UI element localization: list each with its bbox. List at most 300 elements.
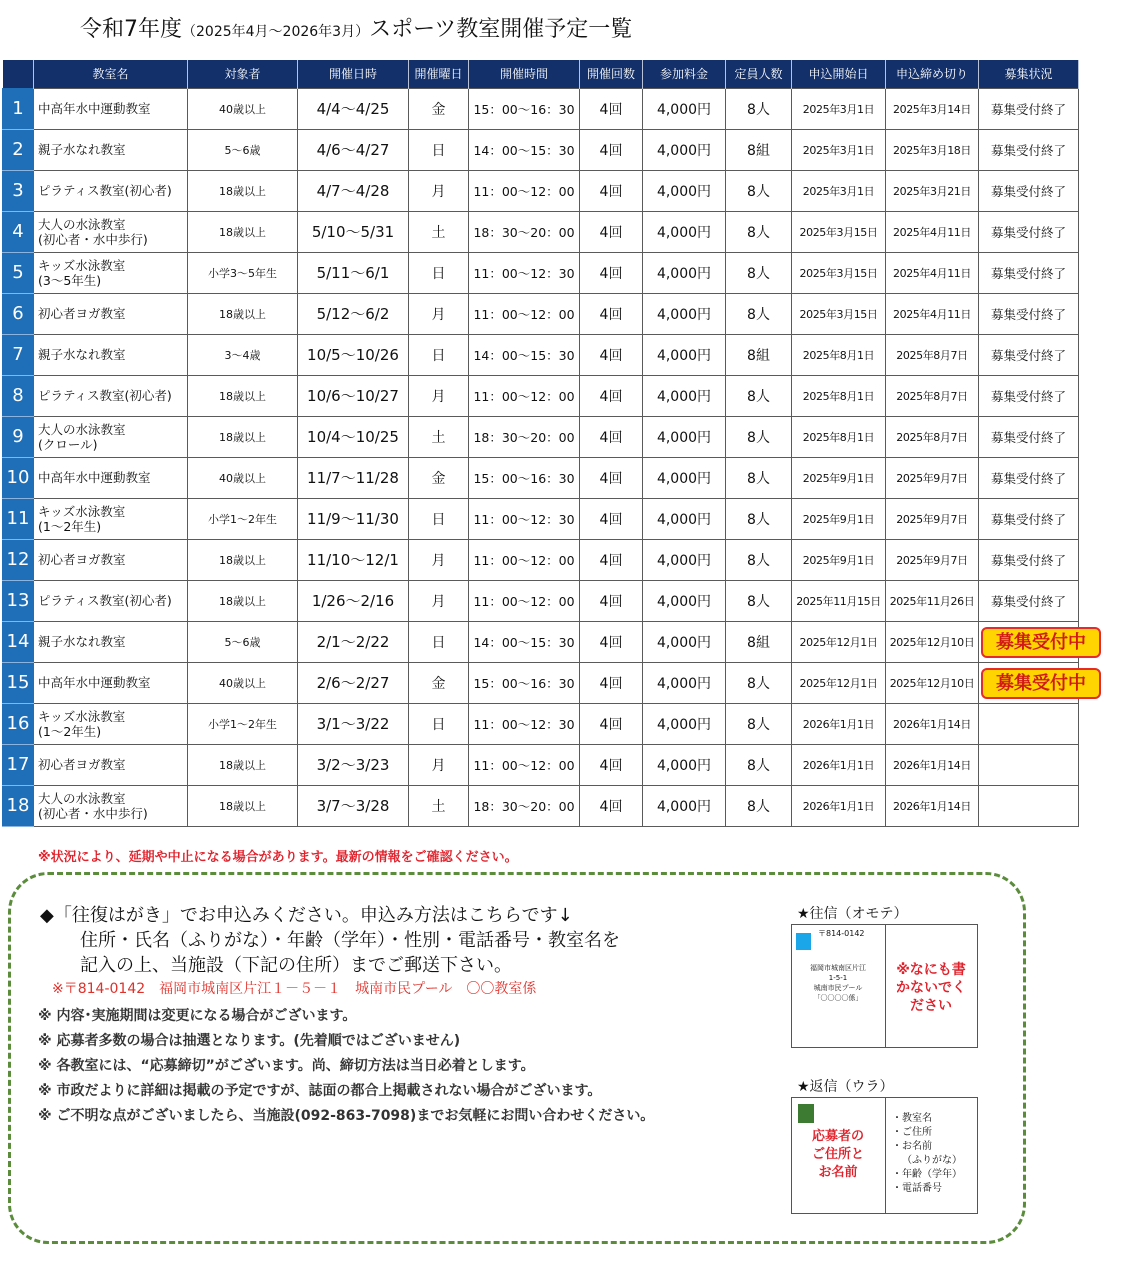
class-name-line: 大人の水泳教室 [38, 216, 126, 232]
apply-end-cell: 2025年4月11日 [886, 211, 979, 252]
fee-cell: 4,000円 [643, 744, 726, 785]
front-card-title: ★往信（オモテ） [797, 906, 908, 922]
status-cell: 募集受付終了 [979, 375, 1079, 416]
back-list-item: ・ご住所 [892, 1127, 932, 1138]
row-number: 5 [3, 252, 34, 293]
day-cell: 金 [409, 88, 469, 129]
dates-cell: 10/6～10/27 [298, 375, 409, 416]
dates-cell: 4/7～4/28 [298, 170, 409, 211]
header-status: 募集状況 [979, 60, 1079, 88]
class-name-line: ピラティス教室(初心者) [38, 183, 172, 198]
notes-list [38, 1004, 654, 1129]
dates-cell: 4/4～4/25 [298, 88, 409, 129]
class-name-cell [34, 744, 188, 785]
postcard-front [791, 924, 978, 1048]
class-name-cell [34, 88, 188, 129]
class-name-cell [34, 662, 188, 703]
fee-cell: 4,000円 [643, 580, 726, 621]
dates-cell: 10/4～10/25 [298, 416, 409, 457]
table-row [3, 621, 1079, 662]
class-name-line: (3～5年生) [38, 272, 102, 288]
target-cell: 18歳以上 [188, 539, 298, 580]
class-name-cell [34, 539, 188, 580]
time-cell: 14：00～15：30 [469, 129, 580, 170]
table-row [3, 662, 1079, 703]
status-cell: 募集受付終了 [979, 170, 1079, 211]
target-cell: 18歳以上 [188, 744, 298, 785]
fee-cell: 4,000円 [643, 703, 726, 744]
class-name-cell [34, 211, 188, 252]
notice-text: ※状況により、延期や中止になる場合があります。最新の情報をご確認ください。 [38, 850, 518, 865]
dates-cell: 11/7～11/28 [298, 457, 409, 498]
status-cell: 募集受付終了 [979, 416, 1079, 457]
back-note-line: お名前 [818, 1165, 858, 1180]
class-name-cell [34, 580, 188, 621]
apply-end-cell: 2025年9月7日 [886, 498, 979, 539]
stamp-icon [796, 933, 811, 950]
fee-cell: 4,000円 [643, 498, 726, 539]
row-number: 9 [3, 416, 34, 457]
dates-cell: 5/11～6/1 [298, 252, 409, 293]
count-cell: 4回 [580, 662, 643, 703]
header-target: 対象者 [188, 60, 298, 88]
class-name-cell [34, 129, 188, 170]
apply-end-cell: 2025年9月7日 [886, 457, 979, 498]
target-cell: 40歳以上 [188, 662, 298, 703]
front-address [796, 963, 880, 1003]
fee-cell: 4,000円 [643, 252, 726, 293]
table-row [3, 457, 1079, 498]
back-list-item: ・お名前 [892, 1141, 932, 1152]
note-item: ※ 各教室には、“応募締切”がございます。尚、締切方法は当日必着とします。 [38, 1058, 535, 1074]
day-cell: 土 [409, 785, 469, 826]
class-name-cell [34, 293, 188, 334]
target-cell: 5～6歳 [188, 129, 298, 170]
capacity-cell: 8組 [726, 334, 792, 375]
status-cell [979, 744, 1079, 785]
class-name-line: 初心者ヨガ教室 [38, 757, 126, 772]
class-name-cell [34, 416, 188, 457]
day-cell: 月 [409, 293, 469, 334]
capacity-cell: 8人 [726, 744, 792, 785]
day-cell: 土 [409, 211, 469, 252]
back-note-line: ご住所と [811, 1147, 864, 1162]
apply-start-cell: 2025年9月1日 [792, 457, 886, 498]
header-dates: 開催日時 [298, 60, 409, 88]
class-name-line: (1～2年生) [38, 723, 102, 739]
time-cell: 11：00～12：00 [469, 293, 580, 334]
fee-cell: 4,000円 [643, 88, 726, 129]
front-address-line: 「〇〇〇〇係」 [813, 994, 863, 1002]
apply-start-cell: 2025年3月1日 [792, 129, 886, 170]
postcard-back [791, 1097, 978, 1214]
count-cell: 4回 [580, 580, 643, 621]
row-number: 14 [3, 621, 34, 662]
back-list-item: （ふりがな） [902, 1155, 962, 1166]
apply-end-cell: 2025年3月21日 [886, 170, 979, 211]
card-divider [885, 1098, 886, 1213]
class-name-line: ピラティス教室(初心者) [38, 593, 172, 608]
day-cell: 月 [409, 375, 469, 416]
instruction-line: 住所・氏名（ふりがな）・年齢（学年）・性別・電話番号・教室名を [80, 930, 620, 951]
stamp-icon [798, 1104, 814, 1123]
apply-start-cell: 2026年1月1日 [792, 703, 886, 744]
target-cell: 18歳以上 [188, 293, 298, 334]
time-cell: 11：00～12：00 [469, 744, 580, 785]
class-name-cell [34, 621, 188, 662]
row-number: 3 [3, 170, 34, 211]
count-cell: 4回 [580, 88, 643, 129]
table-header-row [3, 60, 1079, 88]
target-cell: 18歳以上 [188, 785, 298, 826]
title-suffix: スポーツ教室開催予定一覧 [369, 17, 633, 42]
front-blank-note [887, 961, 975, 1015]
row-number: 6 [3, 293, 34, 334]
row-number: 17 [3, 744, 34, 785]
time-cell: 11：00～12：30 [469, 252, 580, 293]
capacity-cell: 8人 [726, 580, 792, 621]
apply-start-cell: 2025年3月15日 [792, 293, 886, 334]
apply-start-cell: 2025年3月1日 [792, 170, 886, 211]
capacity-cell: 8人 [726, 539, 792, 580]
fee-cell: 4,000円 [643, 457, 726, 498]
apply-end-cell: 2025年4月11日 [886, 252, 979, 293]
class-name-line: 親子水なれ教室 [38, 634, 126, 649]
capacity-cell: 8人 [726, 88, 792, 129]
class-name-line: キッズ水泳教室 [38, 708, 126, 724]
apply-end-cell: 2025年8月7日 [886, 375, 979, 416]
class-name-line: 中高年水中運動教室 [38, 101, 151, 116]
table-row [3, 211, 1079, 252]
day-cell: 日 [409, 498, 469, 539]
fee-cell: 4,000円 [643, 662, 726, 703]
count-cell: 4回 [580, 416, 643, 457]
class-name-cell [34, 252, 188, 293]
header-count: 開催回数 [580, 60, 643, 88]
status-cell [979, 621, 1086, 662]
time-cell: 15：00～16：30 [469, 88, 580, 129]
dates-cell: 10/5～10/26 [298, 334, 409, 375]
table-row [3, 785, 1079, 826]
class-name-line: 親子水なれ教室 [38, 142, 126, 157]
status-cell: 募集受付終了 [979, 580, 1079, 621]
capacity-cell: 8人 [726, 662, 792, 703]
back-note-line: 応募者の [811, 1129, 864, 1144]
back-list-item: ・電話番号 [892, 1183, 942, 1194]
front-address-side [792, 925, 885, 1047]
apply-start-cell: 2025年3月1日 [792, 88, 886, 129]
note-item: ※ ご不明な点がございましたら、当施設(092-863-7098)までお気軽にお問い合わせください。 [38, 1108, 655, 1124]
dates-cell: 4/6～4/27 [298, 129, 409, 170]
target-cell: 18歳以上 [188, 375, 298, 416]
day-cell: 月 [409, 580, 469, 621]
header-capacity: 定員人数 [726, 60, 792, 88]
front-address-line: 福岡市城南区片江 [810, 964, 866, 972]
header-apply-end: 申込締め切り [886, 60, 979, 88]
day-cell: 土 [409, 416, 469, 457]
front-zip: 〒814-0142 [818, 929, 865, 938]
table-row [3, 293, 1079, 334]
class-name-line: (初心者・水中歩行) [38, 805, 148, 821]
note-item: ※ 内容･実施期間は変更になる場合がございます。 [38, 1008, 357, 1024]
front-note-line: ※なにも書 [896, 962, 966, 978]
count-cell: 4回 [580, 498, 643, 539]
apply-end-cell: 2025年3月18日 [886, 129, 979, 170]
count-cell: 4回 [580, 211, 643, 252]
apply-end-cell: 2026年1月14日 [886, 744, 979, 785]
back-list-item: ・教室名 [892, 1113, 932, 1124]
apply-end-cell: 2025年9月7日 [886, 539, 979, 580]
table-row [3, 88, 1079, 129]
day-cell: 月 [409, 744, 469, 785]
back-applicant-note [794, 1128, 882, 1182]
fee-cell: 4,000円 [643, 293, 726, 334]
class-name-line: キッズ水泳教室 [38, 257, 126, 273]
class-name-line: 初心者ヨガ教室 [38, 306, 126, 321]
class-name-line: 大人の水泳教室 [38, 421, 126, 437]
day-cell: 月 [409, 539, 469, 580]
day-cell: 日 [409, 703, 469, 744]
instruction-line: ◆「往復はがき」でお申込みください。申込み方法はこちらです↓ [40, 905, 573, 926]
target-cell: 小学1～2年生 [188, 703, 298, 744]
status-cell [979, 662, 1086, 703]
dates-cell: 2/1～2/22 [298, 621, 409, 662]
class-name-line: (初心者・水中歩行) [38, 231, 148, 247]
class-name-cell [34, 703, 188, 744]
apply-start-cell: 2025年9月1日 [792, 498, 886, 539]
row-number: 13 [3, 580, 34, 621]
time-cell: 11：00～12：30 [469, 703, 580, 744]
dates-cell: 11/9～11/30 [298, 498, 409, 539]
class-name-line: ピラティス教室(初心者) [38, 388, 172, 403]
front-address-line: 1-5-1 [828, 974, 848, 982]
fee-cell: 4,000円 [643, 785, 726, 826]
target-cell: 18歳以上 [188, 170, 298, 211]
day-cell: 月 [409, 170, 469, 211]
dates-cell: 11/10～12/1 [298, 539, 409, 580]
class-name-cell [34, 785, 188, 826]
time-cell: 11：00～12：30 [469, 498, 580, 539]
title-period: （2025年4月～2026年3月） [182, 24, 370, 40]
row-number: 8 [3, 375, 34, 416]
capacity-cell: 8人 [726, 703, 792, 744]
status-cell [979, 785, 1079, 826]
apply-start-cell: 2025年11月15日 [792, 580, 886, 621]
capacity-cell: 8組 [726, 129, 792, 170]
count-cell: 4回 [580, 539, 643, 580]
back-list-item: ・年齢（学年） [892, 1169, 962, 1180]
apply-start-cell: 2025年12月1日 [792, 662, 886, 703]
schedule-table [2, 60, 1086, 827]
count-cell: 4回 [580, 293, 643, 334]
apply-start-cell: 2025年3月15日 [792, 252, 886, 293]
status-cell: 募集受付終了 [979, 211, 1079, 252]
status-cell: 募集受付終了 [979, 539, 1079, 580]
capacity-cell: 8人 [726, 170, 792, 211]
apply-end-cell: 2025年3月14日 [886, 88, 979, 129]
mailing-address: ※〒814-0142 福岡市城南区片江１－５－１ 城南市民プール 〇〇教室係 [52, 981, 537, 997]
front-note-line: ださい [910, 998, 952, 1014]
target-cell: 3～4歳 [188, 334, 298, 375]
status-cell: 募集受付終了 [979, 88, 1079, 129]
status-cell: 募集受付終了 [979, 293, 1079, 334]
header-fee: 参加料金 [643, 60, 726, 88]
time-cell: 15：00～16：30 [469, 457, 580, 498]
status-cell: 募集受付終了 [979, 334, 1079, 375]
table-row [3, 703, 1079, 744]
row-number: 18 [3, 785, 34, 826]
table-row [3, 539, 1079, 580]
apply-start-cell: 2025年3月15日 [792, 211, 886, 252]
class-name-line: キッズ水泳教室 [38, 503, 126, 519]
count-cell: 4回 [580, 170, 643, 211]
time-cell: 11：00～12：00 [469, 170, 580, 211]
apply-end-cell: 2025年8月7日 [886, 334, 979, 375]
fee-cell: 4,000円 [643, 621, 726, 662]
apply-start-cell: 2025年9月1日 [792, 539, 886, 580]
instruction-line: 記入の上、当施設（下記の住所）までご郵送下さい。 [80, 955, 512, 976]
apply-end-cell: 2025年8月7日 [886, 416, 979, 457]
day-cell: 日 [409, 129, 469, 170]
count-cell: 4回 [580, 334, 643, 375]
dates-cell: 3/2～3/23 [298, 744, 409, 785]
table-row [3, 498, 1079, 539]
day-cell: 日 [409, 621, 469, 662]
class-name-cell [34, 457, 188, 498]
capacity-cell: 8人 [726, 252, 792, 293]
target-cell: 18歳以上 [188, 211, 298, 252]
dates-cell: 2/6～2/27 [298, 662, 409, 703]
header-time: 開催時間 [469, 60, 580, 88]
capacity-cell: 8人 [726, 416, 792, 457]
time-cell: 11：00～12：00 [469, 539, 580, 580]
header-apply-start: 申込開始日 [792, 60, 886, 88]
target-cell: 40歳以上 [188, 88, 298, 129]
time-cell: 11：00～12：00 [469, 375, 580, 416]
row-number: 16 [3, 703, 34, 744]
row-number: 4 [3, 211, 34, 252]
instructions [40, 903, 620, 978]
fee-cell: 4,000円 [643, 375, 726, 416]
apply-end-cell: 2025年12月10日 [886, 621, 979, 662]
target-cell: 5～6歳 [188, 621, 298, 662]
table-row [3, 744, 1079, 785]
class-name-line: (クロール) [38, 436, 98, 452]
header-day: 開催曜日 [409, 60, 469, 88]
note-item: ※ 市政だよりに詳細は掲載の予定ですが、誌面の都合上掲載されない場合がございます。 [38, 1083, 602, 1099]
row-number: 2 [3, 129, 34, 170]
time-cell: 14：00～15：30 [469, 334, 580, 375]
day-cell: 金 [409, 662, 469, 703]
class-name-line: 親子水なれ教室 [38, 347, 126, 362]
class-name-line: 中高年水中運動教室 [38, 675, 151, 690]
day-cell: 金 [409, 457, 469, 498]
count-cell: 4回 [580, 703, 643, 744]
status-cell: 募集受付終了 [979, 498, 1079, 539]
table-row [3, 170, 1079, 211]
class-name-cell [34, 334, 188, 375]
apply-end-cell: 2026年1月14日 [886, 703, 979, 744]
count-cell: 4回 [580, 785, 643, 826]
back-card-title: ★返信（ウラ） [797, 1079, 894, 1095]
day-cell: 日 [409, 334, 469, 375]
day-cell: 日 [409, 252, 469, 293]
apply-start-cell: 2025年12月1日 [792, 621, 886, 662]
class-name-line: 中高年水中運動教室 [38, 470, 151, 485]
front-note-line: かないでく [896, 980, 966, 996]
class-name-line: 初心者ヨガ教室 [38, 552, 126, 567]
target-cell: 18歳以上 [188, 416, 298, 457]
row-number: 15 [3, 662, 34, 703]
class-name-cell [34, 498, 188, 539]
apply-end-cell: 2025年12月10日 [886, 662, 979, 703]
table-row [3, 416, 1079, 457]
table-row [3, 334, 1079, 375]
count-cell: 4回 [580, 252, 643, 293]
count-cell: 4回 [580, 375, 643, 416]
capacity-cell: 8組 [726, 621, 792, 662]
count-cell: 4回 [580, 129, 643, 170]
fee-cell: 4,000円 [643, 334, 726, 375]
capacity-cell: 8人 [726, 785, 792, 826]
apply-start-cell: 2025年8月1日 [792, 375, 886, 416]
fee-cell: 4,000円 [643, 416, 726, 457]
fee-cell: 4,000円 [643, 211, 726, 252]
row-number: 7 [3, 334, 34, 375]
row-number: 1 [3, 88, 34, 129]
back-required-items [892, 1112, 962, 1196]
row-number: 10 [3, 457, 34, 498]
count-cell: 4回 [580, 744, 643, 785]
count-cell: 4回 [580, 621, 643, 662]
fee-cell: 4,000円 [643, 170, 726, 211]
target-cell: 小学3～5年生 [188, 252, 298, 293]
apply-start-cell: 2025年8月1日 [792, 416, 886, 457]
time-cell: 18：30～20：00 [469, 785, 580, 826]
target-cell: 40歳以上 [188, 457, 298, 498]
dates-cell: 1/26～2/16 [298, 580, 409, 621]
target-cell: 18歳以上 [188, 580, 298, 621]
capacity-cell: 8人 [726, 498, 792, 539]
schedule-body [3, 88, 1086, 826]
row-number: 12 [3, 539, 34, 580]
header-class-name: 教室名 [34, 60, 188, 88]
apply-start-cell: 2026年1月1日 [792, 785, 886, 826]
table-row [3, 375, 1079, 416]
table-row [3, 252, 1079, 293]
capacity-cell: 8人 [726, 375, 792, 416]
class-name-line: 大人の水泳教室 [38, 790, 126, 806]
status-badge-open: 募集受付中 [981, 668, 1101, 699]
class-name-cell [34, 375, 188, 416]
time-cell: 15：00～16：30 [469, 662, 580, 703]
count-cell: 4回 [580, 457, 643, 498]
status-cell: 募集受付終了 [979, 457, 1079, 498]
apply-start-cell: 2026年1月1日 [792, 744, 886, 785]
front-address-line: 城南市民プール [813, 984, 863, 992]
time-cell: 11：00～12：00 [469, 580, 580, 621]
capacity-cell: 8人 [726, 293, 792, 334]
header-number [3, 60, 34, 88]
dates-cell: 5/12～6/2 [298, 293, 409, 334]
card-divider [885, 925, 886, 1047]
apply-end-cell: 2025年11月26日 [886, 580, 979, 621]
capacity-cell: 8人 [726, 457, 792, 498]
table-row [3, 580, 1079, 621]
class-name-cell [34, 170, 188, 211]
fee-cell: 4,000円 [643, 129, 726, 170]
dates-cell: 3/7～3/28 [298, 785, 409, 826]
